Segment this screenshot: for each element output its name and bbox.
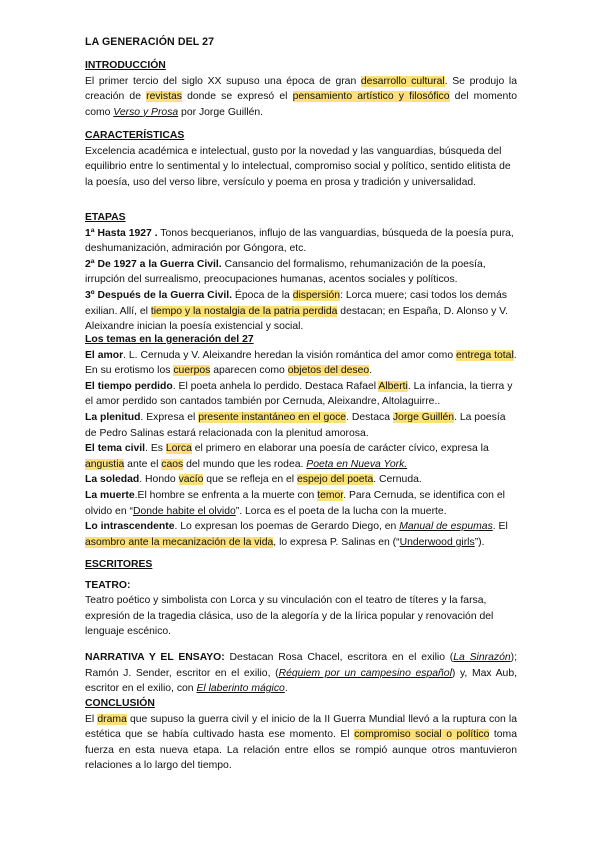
text: .El hombre se enfrenta a la muerte con	[134, 489, 318, 501]
page-title: LA GENERACIÓN DEL 27	[85, 36, 215, 48]
conclusion-paragraph	[85, 712, 517, 774]
tema-label: La soledad	[85, 474, 140, 486]
highlight: objetos del deseo	[287, 365, 370, 377]
text: . El poeta anhela lo perdido. Destaca Rafael	[172, 380, 379, 392]
section-temas	[85, 332, 517, 550]
etapa-label: 3º Después de la Guerra Civil.	[85, 289, 233, 301]
highlight: compromiso social o político	[354, 729, 490, 741]
tema-civil	[85, 441, 517, 472]
text: : Lorca muere; casi todos los demás exilian. Allí, el	[85, 289, 507, 317]
text: El primer tercio del siglo XX supuso una época de gran	[85, 75, 361, 87]
text: .	[369, 365, 373, 377]
work-title: Verso y Prosa	[113, 106, 179, 118]
text: ”).	[474, 536, 485, 548]
highlight: vacío	[178, 474, 204, 486]
highlight: temor	[317, 489, 344, 501]
tema-label: El amor	[85, 349, 124, 361]
escritores-heading: ESCRITORES	[85, 559, 153, 570]
etapa-3	[85, 288, 517, 335]
text: destacan; en España, D. Alonso y V. Aleixandre inician la poesía existencial y social.	[85, 305, 509, 333]
tema-label: La muerte	[85, 489, 135, 501]
work-title: Manual de espumas	[399, 521, 493, 533]
etapas-heading: ETAPAS	[85, 212, 126, 223]
etapa-1	[85, 226, 517, 257]
work-title: El laberinto mágico	[196, 683, 285, 695]
highlight: cuerpos	[173, 365, 211, 377]
teatro-label: TEATRO:	[85, 579, 131, 591]
etapa-label: 2ª De 1927 a la Guerra Civil.	[85, 258, 222, 270]
text: ante el	[124, 458, 162, 470]
highlight: espejo del poeta	[296, 474, 374, 486]
text: . Para Cernuda, se identifica con el olvido en “	[85, 489, 505, 517]
section-introduccion	[85, 58, 517, 120]
narrativa-label: NARRATIVA Y EL ENSAYO:	[85, 651, 225, 663]
highlight: tiempo y la nostalgia de la patria perdida	[150, 305, 338, 317]
work-title: La Sinrazón	[453, 651, 511, 663]
intro-paragraph	[85, 74, 517, 121]
temas-heading: Los temas en la generación del 27	[85, 334, 254, 345]
narrativa-paragraph	[85, 650, 517, 697]
text: del momento como	[85, 91, 517, 118]
text: ”. Lorca es el poeta de la lucha con la muerte.	[235, 505, 447, 517]
text: Destacan Rosa Chacel, escritora en el exilio (	[224, 651, 454, 663]
text: . Lo expresan los poemas de Gerardo Diego, en	[174, 521, 400, 533]
tema-label: La plenitud	[85, 411, 141, 423]
tema-label: El tema civil	[85, 443, 146, 455]
text: Cansancio del formalismo, rehumanización de la poesía, irrupción del surrealismo, preocupaciones humanas, acentos sociales y políticos.	[85, 258, 486, 286]
text: el primero en elaborar una poesía de carácter cívico, expresa la	[191, 443, 489, 455]
highlight: entrega total	[456, 349, 514, 361]
tema-plenitud	[85, 410, 517, 441]
work-title: Réquiem por un campesino español	[278, 667, 452, 679]
text: . Expresa el	[140, 411, 199, 423]
text: Tonos becquerianos, influjo de las vanguardias, búsqueda de la poesía pura, deshumanización, admiración por Góngora, etc.	[85, 227, 514, 255]
etapa-2	[85, 257, 517, 288]
work-title: Poeta en Nueva York.	[306, 458, 408, 470]
tema-muerte	[85, 488, 517, 519]
highlight: Jorge Guillén	[392, 411, 455, 423]
highlight: desarrollo cultural	[360, 75, 445, 87]
highlight: drama	[97, 713, 127, 725]
tema-amor	[85, 348, 517, 379]
highlight: presente instantáneo en el goce	[198, 411, 347, 423]
text: . El	[492, 521, 508, 533]
highlight: angustia	[85, 458, 125, 470]
text: , lo expresa P. Salinas en (“	[273, 536, 400, 548]
section-etapas	[85, 210, 517, 335]
text: . Destaca	[346, 411, 393, 423]
section-caracteristicas	[85, 128, 517, 190]
text: . Hondo	[139, 474, 179, 486]
text: . La poesía de Pedro Salinas estará relacionada con la plenitud amorosa.	[85, 411, 506, 439]
text: . Se produjo la creación de	[85, 75, 517, 103]
tema-label: El tiempo perdido	[85, 380, 173, 392]
highlight: caos	[161, 458, 184, 470]
highlight: Lorca	[165, 443, 192, 455]
text: ) y, Max Aub, escritor en el exilio, con	[85, 667, 518, 695]
text: . Es	[145, 443, 166, 455]
tema-label: Lo intrascendente	[85, 521, 175, 533]
text: El	[85, 713, 98, 725]
teatro-paragraph: Teatro poético y simbolista con Lorca y su vinculación con el teatro de títeres y la farsa, expresión de la tragedia clásica, uso de la alegoría y de la lírica popular y renovación del lenguaje escénico.	[85, 595, 494, 638]
tema-intrascendente	[85, 519, 517, 550]
text: donde se expresó el	[181, 91, 293, 103]
text: por Jorge Guillén.	[178, 106, 264, 118]
text: toma fuerza en esta nueva etapa. La relación entre ellos se rompió aunque otros mantuvieron relaciones a lo largo del tiempo.	[85, 729, 517, 772]
text: ); Ramón J. Sender, escritor en el exilio, (	[85, 651, 517, 679]
highlight: dispersión	[292, 289, 341, 301]
section-conclusion	[85, 696, 517, 774]
work-title: Underwood girls	[399, 536, 475, 548]
text: .	[284, 683, 288, 695]
text: que se refleja en el	[203, 474, 297, 486]
work-title: Donde habite el olvido	[132, 505, 236, 517]
highlight: pensamiento artístico y filosófico	[292, 91, 450, 103]
highlight: Alberti	[378, 380, 408, 392]
caracteristicas-paragraph: Excelencia académica e intelectual, gusto por la novedad y las vanguardias, búsqueda del equilibrio entre lo sentimental y lo intelectual, compromiso social y político, sentido elitista de la poesía, uso del verso libre, versículo y poema en prosa y tradición y universalidad.	[85, 145, 511, 188]
text: . L. Cernuda y V. Aleixandre heredan la visión romántica del amor como	[123, 349, 456, 361]
text: del mundo que les rodea.	[183, 458, 307, 470]
etapa-label: 1ª Hasta 1927 .	[85, 227, 158, 239]
text: . En su erotismo los	[85, 349, 517, 377]
conclusion-heading: CONCLUSIÓN	[85, 698, 155, 709]
tema-tiempo	[85, 379, 517, 410]
text: . La infancia, la tierra y el amor perdido son cantados también por Cernuda, Aleixandre, Altolaguirre..	[85, 380, 513, 408]
intro-heading: INTRODUCCIÓN	[85, 60, 166, 71]
text: que supuso la guerra civil y el inicio de la II Guerra Mundial llevó a la ruptura con la estética que se había cultivado hasta ese momento. El	[85, 713, 517, 741]
section-escritores	[85, 557, 517, 697]
highlight: asombro ante la mecanización de la vida	[85, 536, 274, 548]
text: . Cernuda.	[373, 474, 422, 486]
text: aparecen como	[210, 365, 288, 377]
caracteristicas-heading: CARACTERÍSTICAS	[85, 130, 185, 141]
text: Época de la	[232, 289, 293, 301]
tema-soledad	[85, 472, 517, 488]
highlight: revistas	[146, 91, 182, 103]
